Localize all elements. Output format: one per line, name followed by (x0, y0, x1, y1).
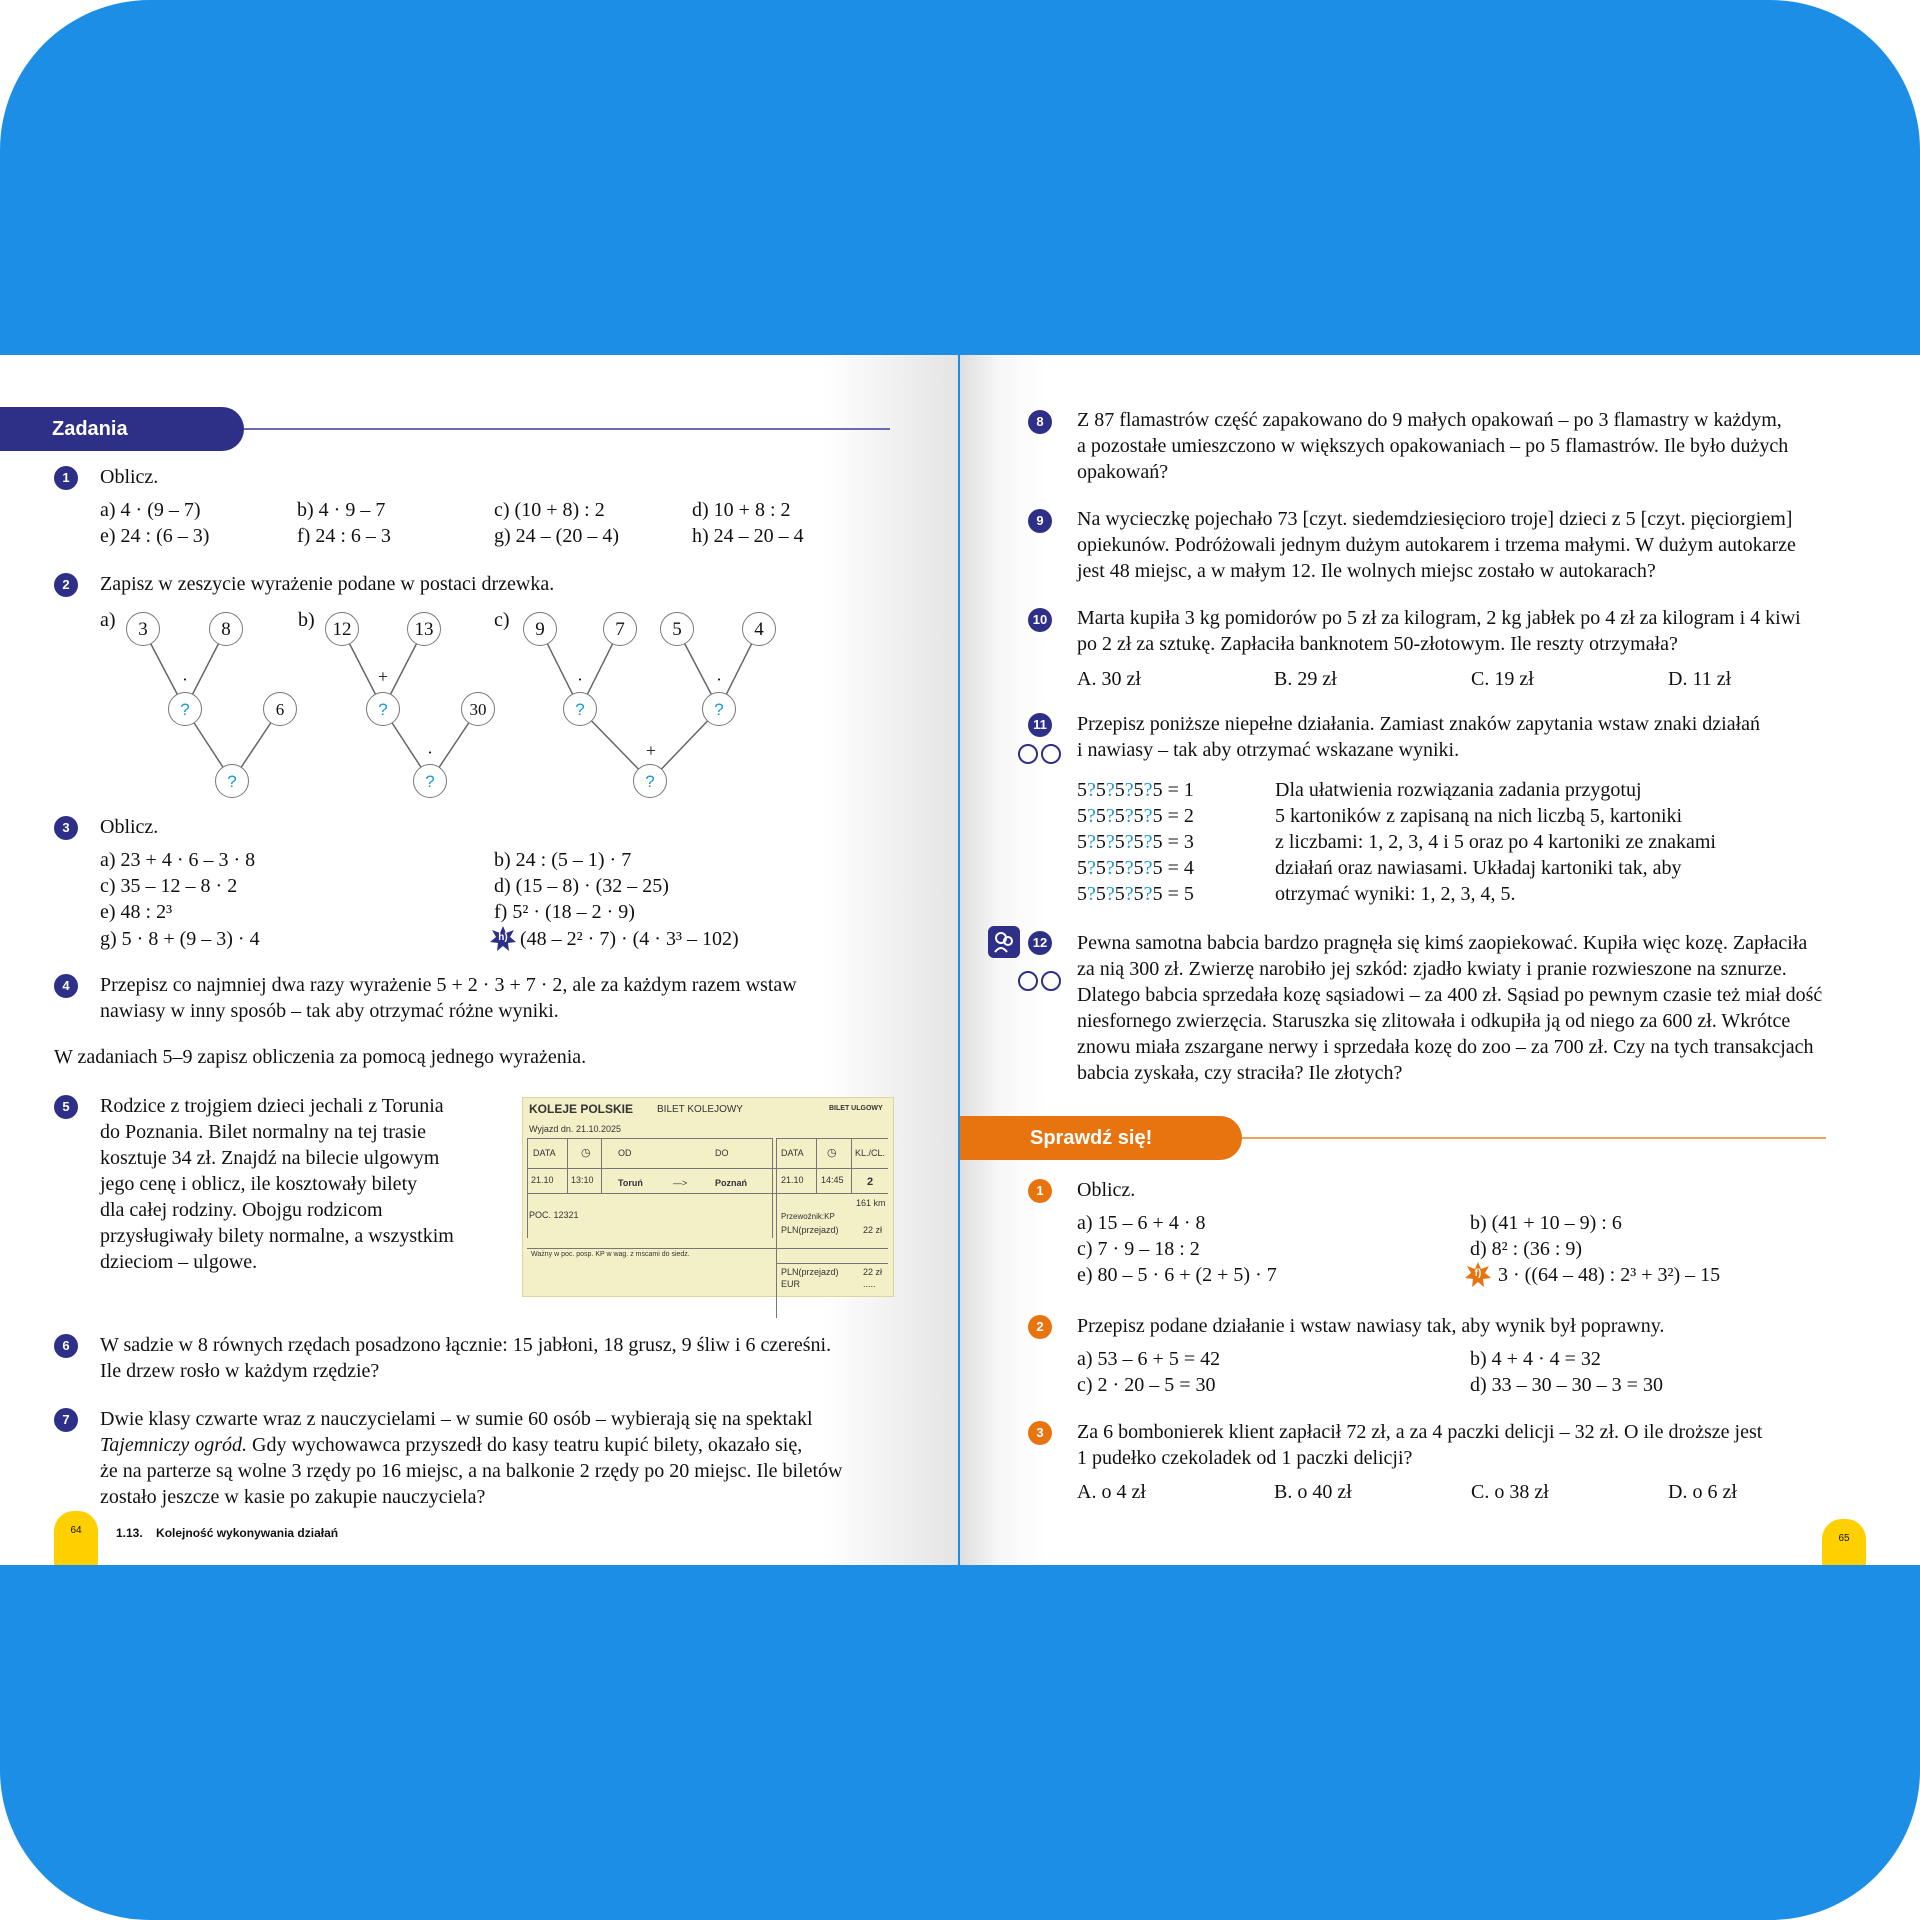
task-11-hint: 5 kartoników z zapisaną na nich liczbą 5, kartoniki (1275, 805, 1683, 827)
check-2-title: Przepisz podane działanie i wstaw nawiasy tak, aby wynik był poprawny. (1077, 1315, 1665, 1337)
digit: 5 (1095, 883, 1106, 905)
footer-section-title: Kolejność wykonywania działań (156, 1526, 339, 1540)
ticket-eur-value: ..... (863, 1279, 876, 1289)
task-7-text: że na parterze są wolne 3 rzędy po 16 miejsc, a na balkonie 2 rzędy po 20 miejsc. Ile biletów (100, 1460, 843, 1482)
equals-sign: = (1162, 805, 1184, 827)
digit: 5 (1133, 883, 1144, 905)
task-number-7: 7 (54, 1408, 78, 1432)
digit: 5 (1152, 805, 1163, 827)
open-textbook (0, 355, 1920, 1565)
check-3-text: 1 pudełko czekoladek od 1 paczki delicji? (1077, 1447, 1413, 1469)
missing-operator: ? (1105, 831, 1115, 853)
digit: 5 (1133, 831, 1144, 853)
ticket-carrier: Przewoźnik:KP (781, 1212, 835, 1221)
check-3-text: Za 6 bombonierek klient zapłacił 72 zł, a za 4 paczki delicji – 32 zł. O ile droższe jest (1077, 1421, 1763, 1443)
missing-operator: ? (1143, 857, 1153, 879)
task-1-item: g) 24 – (20 – 4) (494, 525, 619, 547)
missing-operator: ? (1087, 883, 1096, 905)
section-title-sprawdz-sie: Sprawdź się! (960, 1116, 1242, 1160)
pair-work-icon (1041, 744, 1061, 764)
equation-row (1077, 777, 1194, 804)
answer-option: D. 11 zł (1668, 668, 1732, 690)
tree-node: 3 (126, 612, 160, 646)
target-result: 3 (1183, 831, 1194, 853)
task-11-text: Przepisz poniższe niepełne działania. Zamiast znaków zapytania wstaw znaki działań (1077, 713, 1761, 735)
tree-node: 12 (325, 612, 359, 646)
ticket-pln-label2: PLN(przejazd) (781, 1267, 839, 1277)
digit: 5 (1152, 779, 1163, 801)
check-number-2: 2 (1028, 1315, 1052, 1339)
task-3-item: (48 – 2² · 7) · (4 · 3³ – 102) (520, 928, 739, 950)
tree-operator: + (645, 740, 657, 761)
equation-row (1077, 855, 1194, 882)
ticket-price2: 22 zł (863, 1267, 883, 1277)
digit: 5 (1133, 805, 1144, 827)
target-result: 4 (1183, 857, 1194, 879)
digit: 5 (1114, 831, 1125, 853)
check-1-title: Oblicz. (1077, 1179, 1136, 1201)
right-page (960, 355, 1920, 1565)
missing-operator: ? (1105, 779, 1115, 801)
task-4-text: nawiasy w inny sposób – tak aby otrzymać różne wyniki. (100, 1000, 559, 1022)
difficulty-star-label: f) (1474, 1268, 1482, 1279)
task-12-text: znowu miała zszargane nerwy i sprzedała kozę do zoo – za 700 zł. Czy na tych transakcjach (1077, 1036, 1814, 1058)
missing-operator: ? (1124, 805, 1134, 827)
check-2-item: c) 2 · 20 – 5 = 30 (1077, 1374, 1216, 1396)
ticket-from: Toruń (618, 1178, 643, 1188)
tree-unknown-node: ? (215, 764, 249, 798)
tree-unknown-node: ? (366, 692, 400, 726)
task-number-6: 6 (54, 1334, 78, 1358)
play-title: Tajemniczy ogród. (100, 1434, 248, 1456)
tree-operator: · (577, 669, 583, 690)
task-5-text: przysługiwały bilety normalne, a wszystkim (100, 1225, 454, 1247)
task-11-hint: z liczbami: 1, 2, 3, 4 i 5 oraz po 4 kartoniki ze znakami (1275, 831, 1716, 853)
digit: 5 (1152, 857, 1163, 879)
task-12-text: niesfornego zwierzęcia. Staruszka się zlitowała i odkupiła ją od niego za 600 zł. Wkrótce (1077, 1010, 1791, 1032)
tree-label-b: b) (298, 609, 315, 631)
task-8-text: a pozostałe umieszczono w większych opakowaniach – po 5 flamastrów. Ile było dużych (1077, 435, 1789, 457)
ticket-dep-time: 13:10 (571, 1175, 594, 1185)
task-5-text: Rodzice z trojgiem dzieci jechali z Torunia (100, 1095, 444, 1117)
check-2-item: d) 33 – 30 – 30 – 3 = 30 (1470, 1374, 1663, 1396)
task-7-text-rest: Gdy wychowawca przyszedł do kasy teatru kupić bilety, okazało się, (247, 1434, 803, 1456)
task-7-text: zostało jeszcze w kasie po zakupie nauczyciela? (100, 1486, 486, 1508)
task-number-12: 12 (1028, 931, 1052, 955)
digit: 5 (1077, 805, 1087, 827)
tree-node: 30 (461, 692, 495, 726)
task-12-text: Dlatego babcia sprzedała kozę sąsiadowi – za 400 zł. Sąsiad po pewnym czasie też miał dość (1077, 984, 1823, 1006)
tasks-note: W zadaniach 5–9 zapisz obliczenia za pomocą jednego wyrażenia. (54, 1046, 587, 1068)
train-ticket (522, 1097, 894, 1297)
task-6-text: Ile drzew rosło w każdym rzędzie? (100, 1360, 380, 1382)
task-number-10: 10 (1028, 608, 1052, 632)
digit: 5 (1133, 779, 1144, 801)
tree-operator: · (182, 669, 188, 690)
digit: 5 (1114, 779, 1125, 801)
digit: 5 (1077, 857, 1087, 879)
task-3-item: f) 5² · (18 – 2 · 9) (494, 901, 635, 923)
tree-unknown-node: ? (563, 692, 597, 726)
footer-chapter (116, 1526, 338, 1540)
task-7-text-line2 (100, 1432, 802, 1459)
ticket-train: POC. 12321 (529, 1210, 579, 1220)
check-number-3: 3 (1028, 1421, 1052, 1445)
task-12-text: Pewna samotna babcia bardzo pragnęła się kimś zaopiekować. Kupiła więc kozę. Zapłaciła (1077, 932, 1808, 954)
missing-operator: ? (1087, 831, 1096, 853)
answer-option: B. o 40 zł (1274, 1481, 1352, 1503)
task-number-2: 2 (54, 573, 78, 597)
missing-operator: ? (1143, 805, 1153, 827)
task-3-item: d) (15 – 8) · (32 – 25) (494, 875, 669, 897)
tree-label-a: a) (100, 609, 116, 631)
check-2-item: b) 4 + 4 · 4 = 32 (1470, 1348, 1601, 1370)
clock-icon: ◷ (827, 1147, 837, 1159)
task-3-item: e) 48 : 2³ (100, 901, 173, 923)
ticket-type: BILET ULGOWY (829, 1105, 883, 1112)
target-result: 5 (1183, 883, 1194, 905)
ticket-brand: KOLEJE POLSKIE (529, 1102, 634, 1116)
pair-work-icon (1041, 971, 1061, 991)
task-number-4: 4 (54, 974, 78, 998)
task-10-text: Marta kupiła 3 kg pomidorów po 5 zł za kilogram, 2 kg jabłek po 4 zł za kilogram i 4 kiwi (1077, 607, 1801, 629)
digit: 5 (1095, 805, 1106, 827)
task-1-item: c) (10 + 8) : 2 (494, 499, 605, 521)
missing-operator: ? (1105, 805, 1115, 827)
task-12-text: babcia zyskała, czy straciła? Ile złotych? (1077, 1062, 1403, 1084)
task-1-item: h) 24 – 20 – 4 (692, 525, 804, 547)
target-result: 1 (1183, 779, 1194, 801)
task-7-text: Dwie klasy czwarte wraz z nauczycielami – w sumie 60 osób – wybierają się na spektakl (100, 1408, 813, 1430)
digit: 5 (1152, 883, 1163, 905)
digit: 5 (1114, 805, 1125, 827)
section-rule (1242, 1137, 1826, 1139)
task-11-hint: działań oraz nawiasami. Układaj kartoniki tak, aby (1275, 857, 1682, 879)
pair-work-icon (1018, 971, 1038, 991)
task-5-text: dzieciom – ulgowe. (100, 1251, 258, 1273)
answer-option: A. 30 zł (1077, 668, 1141, 690)
check-1-item: d) 8² : (36 : 9) (1470, 1238, 1583, 1260)
digit: 5 (1077, 883, 1087, 905)
pair-work-icon (1018, 744, 1038, 764)
tree-node: 5 (660, 612, 694, 646)
task-11-text: i nawiasy – tak aby otrzymać wskazane wyniki. (1077, 739, 1460, 761)
tree-label-c: c) (494, 609, 510, 631)
tree-node: 8 (209, 612, 243, 646)
tree-unknown-node: ? (633, 764, 667, 798)
missing-operator: ? (1087, 805, 1096, 827)
task-1-item: b) 4 · 9 – 7 (297, 499, 386, 521)
task-1-item: d) 10 + 8 : 2 (692, 499, 791, 521)
ticket-arrow: —> (673, 1178, 688, 1188)
task-1-item: f) 24 : 6 – 3 (297, 525, 391, 547)
ticket-header-to: DO (715, 1148, 729, 1158)
check-number-1: 1 (1028, 1179, 1052, 1203)
missing-operator: ? (1143, 883, 1153, 905)
ticket-header-date2: DATA (781, 1148, 804, 1158)
ticket-kind: BILET KOLEJOWY (657, 1104, 743, 1115)
section-title-zadania: Zadania (0, 407, 244, 451)
missing-operator: ? (1143, 779, 1153, 801)
equals-sign: = (1162, 857, 1184, 879)
task-number-1: 1 (54, 466, 78, 490)
equation-row (1077, 881, 1194, 908)
check-1-item: c) 7 · 9 – 18 : 2 (1077, 1238, 1200, 1260)
ticket-price: 22 zł (863, 1225, 883, 1235)
task-number-8: 8 (1028, 410, 1052, 434)
ticket-header-class: KL./CL. (855, 1148, 886, 1158)
ticket-validity: Ważny w poc. posp. KP w wag. z mscami do siedz. (531, 1251, 690, 1258)
equals-sign: = (1162, 883, 1184, 905)
task-12-text: za nią 300 zł. Zwierzę narobiło jej szkód: zjadło kwiaty i pranie rozwieszone na sznurze. (1077, 958, 1787, 980)
tree-node: 4 (742, 612, 776, 646)
missing-operator: ? (1143, 831, 1153, 853)
digit: 5 (1077, 831, 1087, 853)
task-number-5: 5 (54, 1095, 78, 1119)
digit: 5 (1095, 857, 1106, 879)
tree-node: 6 (263, 692, 297, 726)
task-number-11: 11 (1028, 713, 1052, 737)
check-2-item: a) 53 – 6 + 5 = 42 (1077, 1348, 1221, 1370)
task-10-text: po 2 zł za sztukę. Zapłaciła banknotem 50-złotowym. Ile reszty otrzymała? (1077, 633, 1678, 655)
task-8-text: Z 87 flamastrów część zapakowano do 9 małych opakowań – po 3 flamastry w każdym, (1077, 409, 1782, 431)
target-result: 2 (1183, 805, 1194, 827)
equation-row (1077, 829, 1194, 856)
digit: 5 (1114, 883, 1125, 905)
tree-node: 7 (603, 612, 637, 646)
tree-unknown-node: ? (413, 764, 447, 798)
answer-option: C. o 38 zł (1471, 1481, 1549, 1503)
digit: 5 (1077, 779, 1087, 801)
missing-operator: ? (1105, 883, 1115, 905)
task-4-text: Przepisz co najmniej dwa razy wyrażenie 5 + 2 · 3 + 7 · 2, ale za każdym razem wstaw (100, 974, 797, 996)
task-5-text: do Poznania. Bilet normalny na tej trasie (100, 1121, 427, 1143)
clock-icon: ◷ (581, 1147, 591, 1159)
missing-operator: ? (1087, 857, 1096, 879)
tree-node: 9 (523, 612, 557, 646)
group-work-icon (988, 926, 1020, 958)
footer-section-number: 1.13. (116, 1526, 143, 1540)
ticket-arr-date: 21.10 (781, 1175, 804, 1185)
missing-operator: ? (1124, 831, 1134, 853)
task-number-3: 3 (54, 816, 78, 840)
answer-option: A. o 4 zł (1077, 1481, 1146, 1503)
task-1-item: e) 24 : (6 – 3) (100, 525, 210, 547)
task-5-text: kosztuje 34 zł. Znajdź na bilecie ulgowym (100, 1147, 440, 1169)
task-3-item: b) 24 : (5 – 1) · 7 (494, 849, 632, 871)
task-8-text: opakowań? (1077, 461, 1169, 483)
check-1-item: e) 80 – 5 · 6 + (2 + 5) · 7 (1077, 1264, 1277, 1286)
check-1-item: 3 · ((64 – 48) : 2³ + 3²) – 15 (1498, 1264, 1721, 1286)
task-1-title: Oblicz. (100, 466, 159, 488)
task-9-text: jest 48 miejsc, a w małym 12. Ile wolnych miejsc zostało w autokarach? (1077, 560, 1656, 582)
digit: 5 (1095, 779, 1106, 801)
page-number: 64 (54, 1511, 98, 1565)
task-3-title: Oblicz. (100, 816, 159, 838)
task-3-item: c) 35 – 12 – 8 · 2 (100, 875, 238, 897)
ticket-eur: EUR (781, 1279, 801, 1289)
ticket-date-line: Wyjazd dn. 21.10.2025 (529, 1124, 621, 1134)
equals-sign: = (1162, 779, 1184, 801)
missing-operator: ? (1124, 857, 1134, 879)
answer-option: B. 29 zł (1274, 668, 1337, 690)
ticket-arr-time: 14:45 (821, 1175, 844, 1185)
ticket-header-from: OD (618, 1148, 632, 1158)
missing-operator: ? (1105, 857, 1115, 879)
answer-option: C. 19 zł (1471, 668, 1534, 690)
task-11-hint: Dla ułatwienia rozwiązania zadania przygotuj (1275, 779, 1642, 801)
ticket-dep-date: 21.10 (531, 1175, 554, 1185)
check-1-item: a) 15 – 6 + 4 · 8 (1077, 1212, 1206, 1234)
tree-operator: · (716, 669, 722, 690)
left-page (0, 355, 958, 1565)
ticket-class: 2 (867, 1176, 874, 1188)
ticket-km: 161 km (856, 1198, 886, 1208)
tree-unknown-node: ? (168, 692, 202, 726)
equals-sign: = (1162, 831, 1184, 853)
task-9-text: Na wycieczkę pojechało 73 [czyt. siedemdziesięcioro troje] dzieci z 5 [czyt. pięciorgiem] (1077, 508, 1793, 530)
task-6-text: W sadzie w 8 równych rzędach posadzono łącznie: 15 jabłoni, 18 grusz, 9 śliw i 6 czereśni. (100, 1334, 832, 1356)
tree-operator: · (427, 742, 433, 763)
missing-operator: ? (1087, 779, 1096, 801)
ticket-to: Poznań (715, 1178, 748, 1188)
task-number-9: 9 (1028, 509, 1052, 533)
missing-operator: ? (1124, 779, 1134, 801)
task-11-hint: otrzymać wyniki: 1, 2, 3, 4, 5. (1275, 883, 1516, 905)
answer-option: D. o 6 zł (1668, 1481, 1737, 1503)
ticket-header-date: DATA (533, 1148, 556, 1158)
task-9-text: opiekunów. Podróżowali jednym dużym autokarem i trzema małymi. W dużym autokarze (1077, 534, 1796, 556)
ticket-pln-label: PLN(przejazd) (781, 1225, 839, 1235)
digit: 5 (1114, 857, 1125, 879)
check-1-item: b) (41 + 10 – 9) : 6 (1470, 1212, 1622, 1234)
equation-row (1077, 803, 1194, 830)
tree-unknown-node: ? (702, 692, 736, 726)
task-5-text: jego cenę i oblicz, ile kosztowały bilety (100, 1173, 418, 1195)
task-3-item: g) 5 · 8 + (9 – 3) · 4 (100, 928, 260, 950)
tree-node: 13 (407, 612, 441, 646)
difficulty-star-label: h) (498, 932, 508, 943)
task-3-item: a) 23 + 4 · 6 – 3 · 8 (100, 849, 256, 871)
task-2-title: Zapisz w zeszycie wyrażenie podane w postaci drzewka. (100, 573, 555, 595)
digit: 5 (1133, 857, 1144, 879)
digit: 5 (1152, 831, 1163, 853)
digit: 5 (1095, 831, 1106, 853)
page-number: 65 (1822, 1519, 1866, 1565)
task-1-item: a) 4 · (9 – 7) (100, 499, 201, 521)
missing-operator: ? (1124, 883, 1134, 905)
task-5-text: dla całej rodziny. Obojgu rodzicom (100, 1199, 383, 1221)
tree-operator: + (377, 666, 389, 687)
